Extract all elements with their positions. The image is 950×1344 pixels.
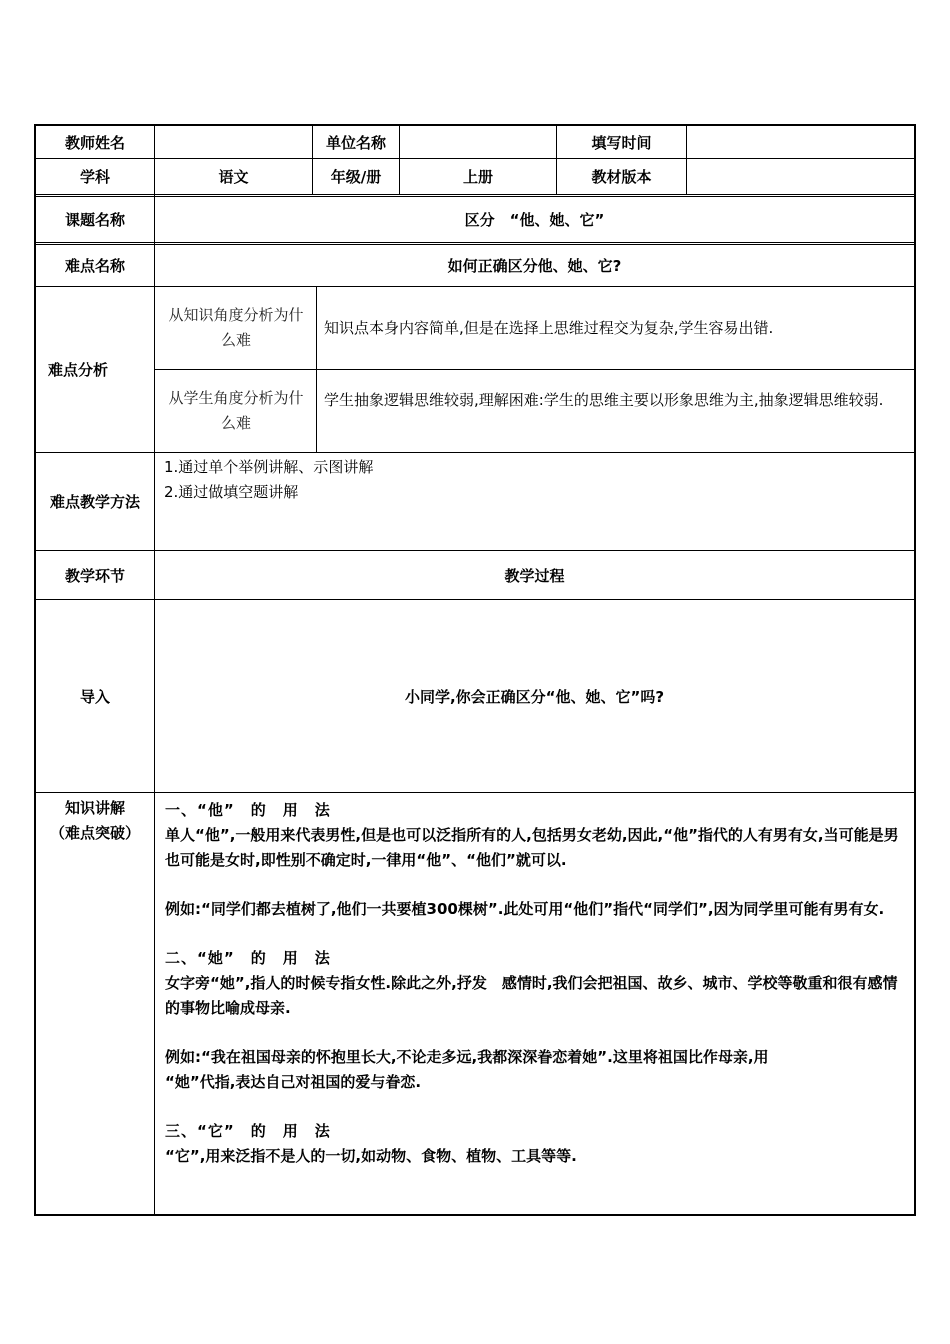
example-paragraph: “她”代指,表达自己对祖国的爱与眷恋.: [165, 1073, 422, 1091]
row-divider: [316, 369, 914, 370]
col-divider: [316, 286, 317, 452]
fill-time-value[interactable]: [687, 126, 914, 158]
knowledge-angle-text: 知识点本身内容简单,但是在选择上思维过程交为复杂,学生容易出错.: [324, 319, 774, 337]
stage-header: 教学环节: [64, 566, 125, 585]
textbook-label: 教材版本: [591, 168, 652, 186]
section-paragraph: “它”,用来泛指不是人的一切,如动物、食物、植物、工具等等.: [165, 1147, 577, 1165]
knowledge-body: [165, 798, 910, 1169]
example-paragraph: 例如:“同学们都去植树了,他们一共要植300棵树”.此处可用“他们”指代“同学们”,因为同学里可能有男有女.: [165, 900, 885, 918]
subject-label: 学科: [79, 168, 110, 186]
analysis-label: 难点分析: [47, 361, 108, 379]
method-item: 1.通过单个举例讲解、示图讲解: [164, 458, 374, 476]
topic-value: 区分 “他、她、它”: [464, 211, 605, 229]
student-angle-label: 从学生角度分析为什么难: [168, 389, 304, 432]
unit-name-label: 单位名称: [325, 133, 386, 152]
intro-label: 导入: [79, 687, 110, 706]
grade-label: 年级/册: [330, 168, 382, 186]
difficulty-value: 如何正确区分他、她、它?: [447, 257, 622, 275]
method-item: 2.通过做填空题讲解: [164, 483, 299, 501]
section-paragraph: 单人“他”,一般用来代表男性,但是也可以泛指所有的人,包括男女老幼,因此,“他”指代的人有男有女,当可能是男也可能是女时,即性别不确定时,一律用“他”、“他们”就可以.: [165, 826, 899, 869]
grade-value: 上册: [462, 168, 493, 186]
difficulty-label: 难点名称: [64, 257, 125, 275]
process-header: 教学过程: [504, 566, 565, 585]
section-title: 三、“它” 的 用 法: [165, 1122, 331, 1140]
method-label: 难点教学方法: [49, 493, 140, 511]
knowledge-angle-label: 从知识角度分析为什么难: [168, 306, 304, 349]
row-divider: [36, 792, 914, 793]
textbook-value[interactable]: [687, 159, 914, 194]
knowledge-label-line1: 知识讲解: [64, 799, 125, 817]
topic-label: 课题名称: [64, 211, 125, 229]
section-title: 一、“他” 的 用 法: [165, 801, 331, 819]
teacher-name-label: 教师姓名: [64, 133, 125, 152]
lesson-plan-table: [34, 124, 916, 1216]
teacher-name-value[interactable]: [155, 126, 312, 158]
knowledge-label-line2: （难点突破）: [49, 824, 140, 842]
section-paragraph: 女字旁“她”,指人的时候专指女性.除此之外,抒发 感情时,我们会把祖国、故乡、城市、学校等敬重和很有感情的事物比喻成母亲.: [165, 974, 898, 1017]
example-paragraph: 例如:“我在祖国母亲的怀抱里长大,不论走多远,我都深深眷恋着她”.这里将祖国比作母亲,用: [165, 1048, 769, 1066]
subject-value: 语文: [218, 168, 249, 186]
intro-text: 小同学,你会正确区分“他、她、它”吗?: [404, 687, 665, 706]
student-angle-text: 学生抽象逻辑思维较弱,理解困难:学生的思维主要以形象思维为主,抽象逻辑思维较弱.: [324, 391, 884, 409]
row-divider: [36, 452, 914, 453]
unit-name-value[interactable]: [400, 126, 556, 158]
fill-time-label: 填写时间: [591, 133, 652, 152]
section-title: 二、“她” 的 用 法: [165, 949, 331, 967]
